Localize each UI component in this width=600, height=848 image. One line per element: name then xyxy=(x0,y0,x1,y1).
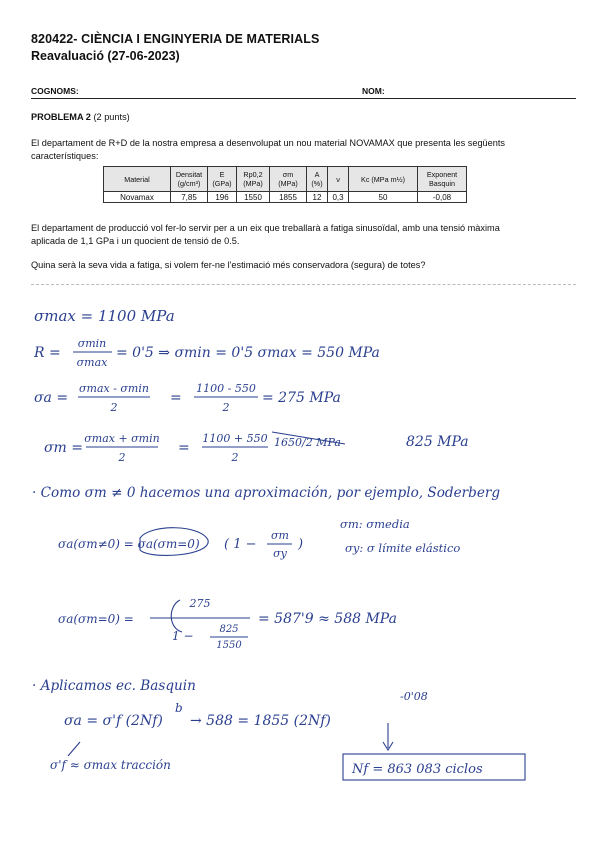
hw-line-6-close: ) xyxy=(298,537,304,552)
table-header-cell: Rp0,2 (MPa) xyxy=(237,167,270,192)
hw-line-4-lhs: σm = xyxy=(44,440,84,456)
hw-line-2-lhs: R = xyxy=(34,345,61,361)
table-header-cell: Material xyxy=(104,167,171,192)
hw-line-3-num2: 1100 - 550 xyxy=(196,382,256,395)
hw-line-4-rhs: 825 MPa xyxy=(406,434,469,450)
hw-line-2-num: σmin xyxy=(77,337,107,350)
hw-line-4-den: 2 xyxy=(118,451,126,464)
intro-line-2: característiques: xyxy=(31,151,99,161)
hw-line-4-num: σmax + σmin xyxy=(84,432,160,445)
hw-line-2-rhs: = 0'5 ⇒ σmin = 0'5 σmax = 550 MPa xyxy=(116,345,380,361)
problem-question: Quina serà la seva vida a fatiga, si volem fer-ne l'estimació més conservadora (segura) de totes? xyxy=(31,260,426,270)
hw-line-7-den-den: 1550 xyxy=(216,640,242,651)
hw-line-6-paren: ( 1 − xyxy=(224,537,257,552)
course-title: 820422- CIÈNCIA I ENGINYERIA DE MATERIALS xyxy=(31,32,320,46)
table-cell: 1550 xyxy=(237,192,270,203)
hw-line-7-rhs: = 587'9 ≈ 588 MPa xyxy=(258,611,397,627)
table-header-cell: Exponent Basquin xyxy=(418,167,467,192)
table-cell: 50 xyxy=(349,192,418,203)
table-header-cell: A (%) xyxy=(307,167,328,192)
table-cell: 12 xyxy=(307,192,328,203)
hw-line-6-lhs: σa(σm≠0) = σa(σm=0) xyxy=(58,537,200,551)
table-header-cell: Densitat (g/cm³) xyxy=(171,167,208,192)
hw-line-4-eq: = xyxy=(178,440,190,456)
hw-note-1: σm: σmedia xyxy=(340,517,410,531)
hw-line-3-den: 2 xyxy=(110,401,118,414)
surname-label: COGNOMS: xyxy=(31,86,79,96)
hw-line-1: σmax = 1100 MPa xyxy=(34,307,175,325)
hw-line-5: · Como σm ≠ 0 hacemos una aproximación, por ejemplo, Soderberg xyxy=(32,485,501,501)
hw-line-7-den: 1 − xyxy=(172,629,194,643)
hw-line-6-den: σy xyxy=(273,547,287,560)
intro-line-1: El departament de R+D de la nostra empresa a desenvolupat un nou material NOVAMAX que presenta les següents xyxy=(31,138,506,148)
circle-mark xyxy=(171,600,182,632)
table-header-cell: ν xyxy=(328,167,349,192)
hw-line-4-num2: 1100 + 550 xyxy=(202,432,268,445)
hw-line-9-exp: b xyxy=(175,701,183,715)
session-title: Reavaluació (27-06-2023) xyxy=(31,49,180,63)
hw-line-7-den-num: 825 xyxy=(219,624,239,635)
hw-line-3-num: σmax - σmin xyxy=(79,382,149,395)
hw-line-10: σ'f ≈ σmax tracción xyxy=(50,758,171,772)
statement-line-2: aplicada de 1,1 GPa i un quocient de tensió de 0.5. xyxy=(31,236,240,246)
hw-line-7-num: 275 xyxy=(189,597,211,610)
hw-line-3-den2: 2 xyxy=(222,401,230,414)
problem-title: PROBLEMA 2 xyxy=(31,112,91,122)
hw-line-9-lhs: σa = σ'f (2Nf) xyxy=(64,713,163,729)
table-header-cell: σm (MPa) xyxy=(270,167,307,192)
table-cell: 1855 xyxy=(270,192,307,203)
table-cell: 7,85 xyxy=(171,192,208,203)
hw-line-9-rhs: → 588 = 1855 (2Nf) xyxy=(190,713,331,729)
table-cell: -0,08 xyxy=(418,192,467,203)
hw-line-3-eq: = xyxy=(170,390,182,406)
statement-line-1: El departament de producció vol fer-lo servir per a un eix que treballarà a fatiga sinusoïdal, amb una tensió màxima xyxy=(31,223,500,233)
table-cell: 196 xyxy=(208,192,237,203)
hw-note-2: σy: σ límite elástico xyxy=(345,541,461,555)
table-header-cell: E (GPa) xyxy=(208,167,237,192)
hw-line-6-num: σm xyxy=(271,529,289,542)
table-header-cell: Kc (MPa m½) xyxy=(349,167,418,192)
pointer-mark xyxy=(68,742,80,756)
hw-answer: Nf = 863 083 ciclos xyxy=(352,762,483,777)
hw-line-3-lhs: σa = xyxy=(34,390,69,406)
hw-line-8: · Aplicamos ec. Basquin xyxy=(32,678,196,694)
name-label: NOM: xyxy=(362,86,385,96)
problem-points: (2 punts) xyxy=(93,112,130,122)
arrow-down xyxy=(383,723,393,750)
hw-line-2-den: σmax xyxy=(76,356,108,369)
hw-line-7-lhs: σa(σm=0) = xyxy=(58,612,134,626)
table-cell: Novamax xyxy=(104,192,171,203)
hw-line-4-strike: 1650/2 MPa xyxy=(274,436,341,449)
hw-line-4-den2: 2 xyxy=(231,451,239,464)
hw-line-3-rhs: = 275 MPa xyxy=(262,390,341,406)
hw-line-9-exp2: -0'08 xyxy=(400,690,428,703)
table-cell: 0,3 xyxy=(328,192,349,203)
